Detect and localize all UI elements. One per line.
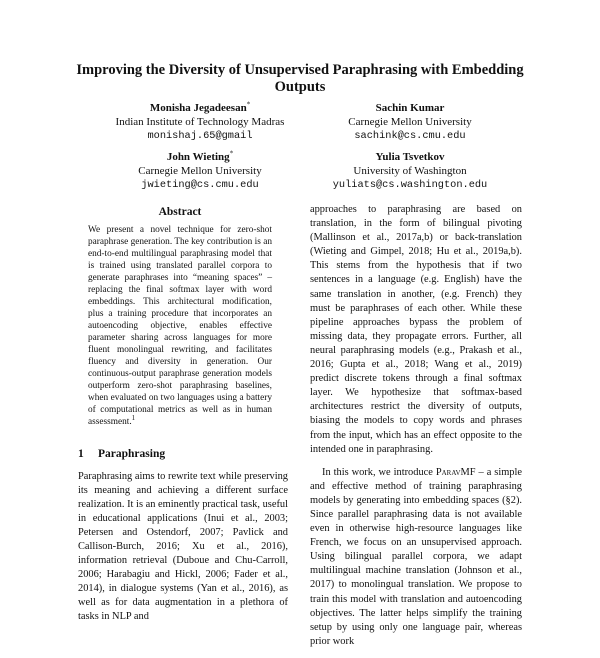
author-name: Yulia Tsvetkov	[375, 151, 445, 163]
model-name: ParavMF	[435, 466, 476, 478]
author-block-3	[100, 150, 300, 192]
author-affiliation: University of Washington	[353, 165, 467, 177]
author-email: sachink@cs.cmu.edu	[354, 130, 466, 142]
abstract-footnote-mark: 1	[131, 413, 136, 422]
author-name: Monisha Jegadeesan	[149, 102, 247, 114]
section-body: Paraphrasing aims to rewrite text while preserving its meaning and achieving a different surface realization. It is an eminently practical task, useful in educational applications (Inui et al., 2003; Petersen and Ostendorf, 2007; Pavlick and Callison-Burch, 2016; Xu et al., 2016), information retrieval (Duboue and Chu-Carroll, 2006; Harabagiu and Hickl, 2006; Fader et al., 2014), in dialogue systems (Yan et al., 2016), as well as for data augmentation in a plethora of tasks in NLP and	[78, 471, 288, 622]
author-email: yuliats@cs.washington.edu	[332, 179, 488, 191]
author-affiliation: Carnegie Mellon University	[138, 165, 262, 177]
author-block-1	[100, 101, 300, 143]
paper-title: Improving the Diversity of Unsupervised Paraphrasing with Embedding Outputs	[76, 62, 524, 95]
section-title: Paraphrasing	[98, 448, 166, 460]
section-heading	[78, 448, 298, 460]
author-affiliation: Carnegie Mellon University	[348, 116, 472, 128]
abstract-body	[88, 224, 272, 428]
author-block-4	[320, 150, 500, 192]
author-footnote-mark: *	[229, 149, 234, 158]
author-name: Sachin Kumar	[375, 102, 445, 114]
author-affiliation: Indian Institute of Technology Madras	[115, 116, 285, 128]
author-email: monishaj.65@gmail	[147, 130, 253, 142]
section-number: 1	[78, 448, 84, 460]
author-name: John Wieting	[166, 151, 230, 163]
abstract-text: We present a novel technique for zero-shot paraphrase generation. The key contribution is an end-to-end multilingual paraphrasing model that is trained using translated parallel corpora to generate paraphrases into “meaning spaces” – replacing the final softmax layer with word embeddings. This architectural modification, plus a training procedure that incorporates an autoencoding objective, enables effective parameter sharing across languages for more fluent monolingual rewriting, and facilitates fluency and diversity in generation. Our continuous-output paraphrase generation models outperform zero-shot paraphrasing baselines, when evaluated on two languages using a battery of computational metrics as well as in human assessment.	[88, 225, 272, 427]
right-column	[310, 203, 522, 658]
abstract-heading: Abstract	[158, 206, 202, 218]
author-footnote-mark: *	[246, 100, 251, 109]
paragraph-rest: – a simple and effective method of training paraphrasing models by generating into embedding spaces (§2). Since parallel paraphrasing data is not available even in otherwise high-resource languages like French, we focus on an unsupervised approach. Using bilingual parallel corpora, we adapt multilingual machine translation (Johnson et al., 2017) to monolingual translation. We propose to train this model with translation and autoencoding objectives. The latter helps simplify the training setup by using only one language pair, whereas prior work	[310, 466, 523, 647]
author-block-2	[320, 101, 500, 143]
author-email: jwieting@cs.cmu.edu	[141, 179, 259, 191]
paragraph: approaches to paraphrasing are based on translation, in the form of bilingual pivoting (Mallinson et al., 2017a,b) or back-translation (Wieting and Gimpel, 2018; Hu et al., 2019a,b). This stems from the hypothesis that if two sentences in a language (e.g. English) have the same translation in another, (e.g. French) they must be paraphrases of each other. While these pipeline approaches bypass the problem of missing data, they propagate errors. Further, all neural paraphrasing models (e.g., Prakash et al., 2016; Gupta et al., 2018; Wang et al., 2019) predict discrete tokens through a final softmax layer. We hypothesize that softmax-based architectures restrict the diversity of outputs, biasing the models to copy words and phrases from the input, which has an effect opposite to the intended one in paraphrasing.	[310, 204, 522, 455]
paragraph-lead: In this work, we introduce	[322, 466, 436, 478]
paragraph	[310, 466, 522, 649]
